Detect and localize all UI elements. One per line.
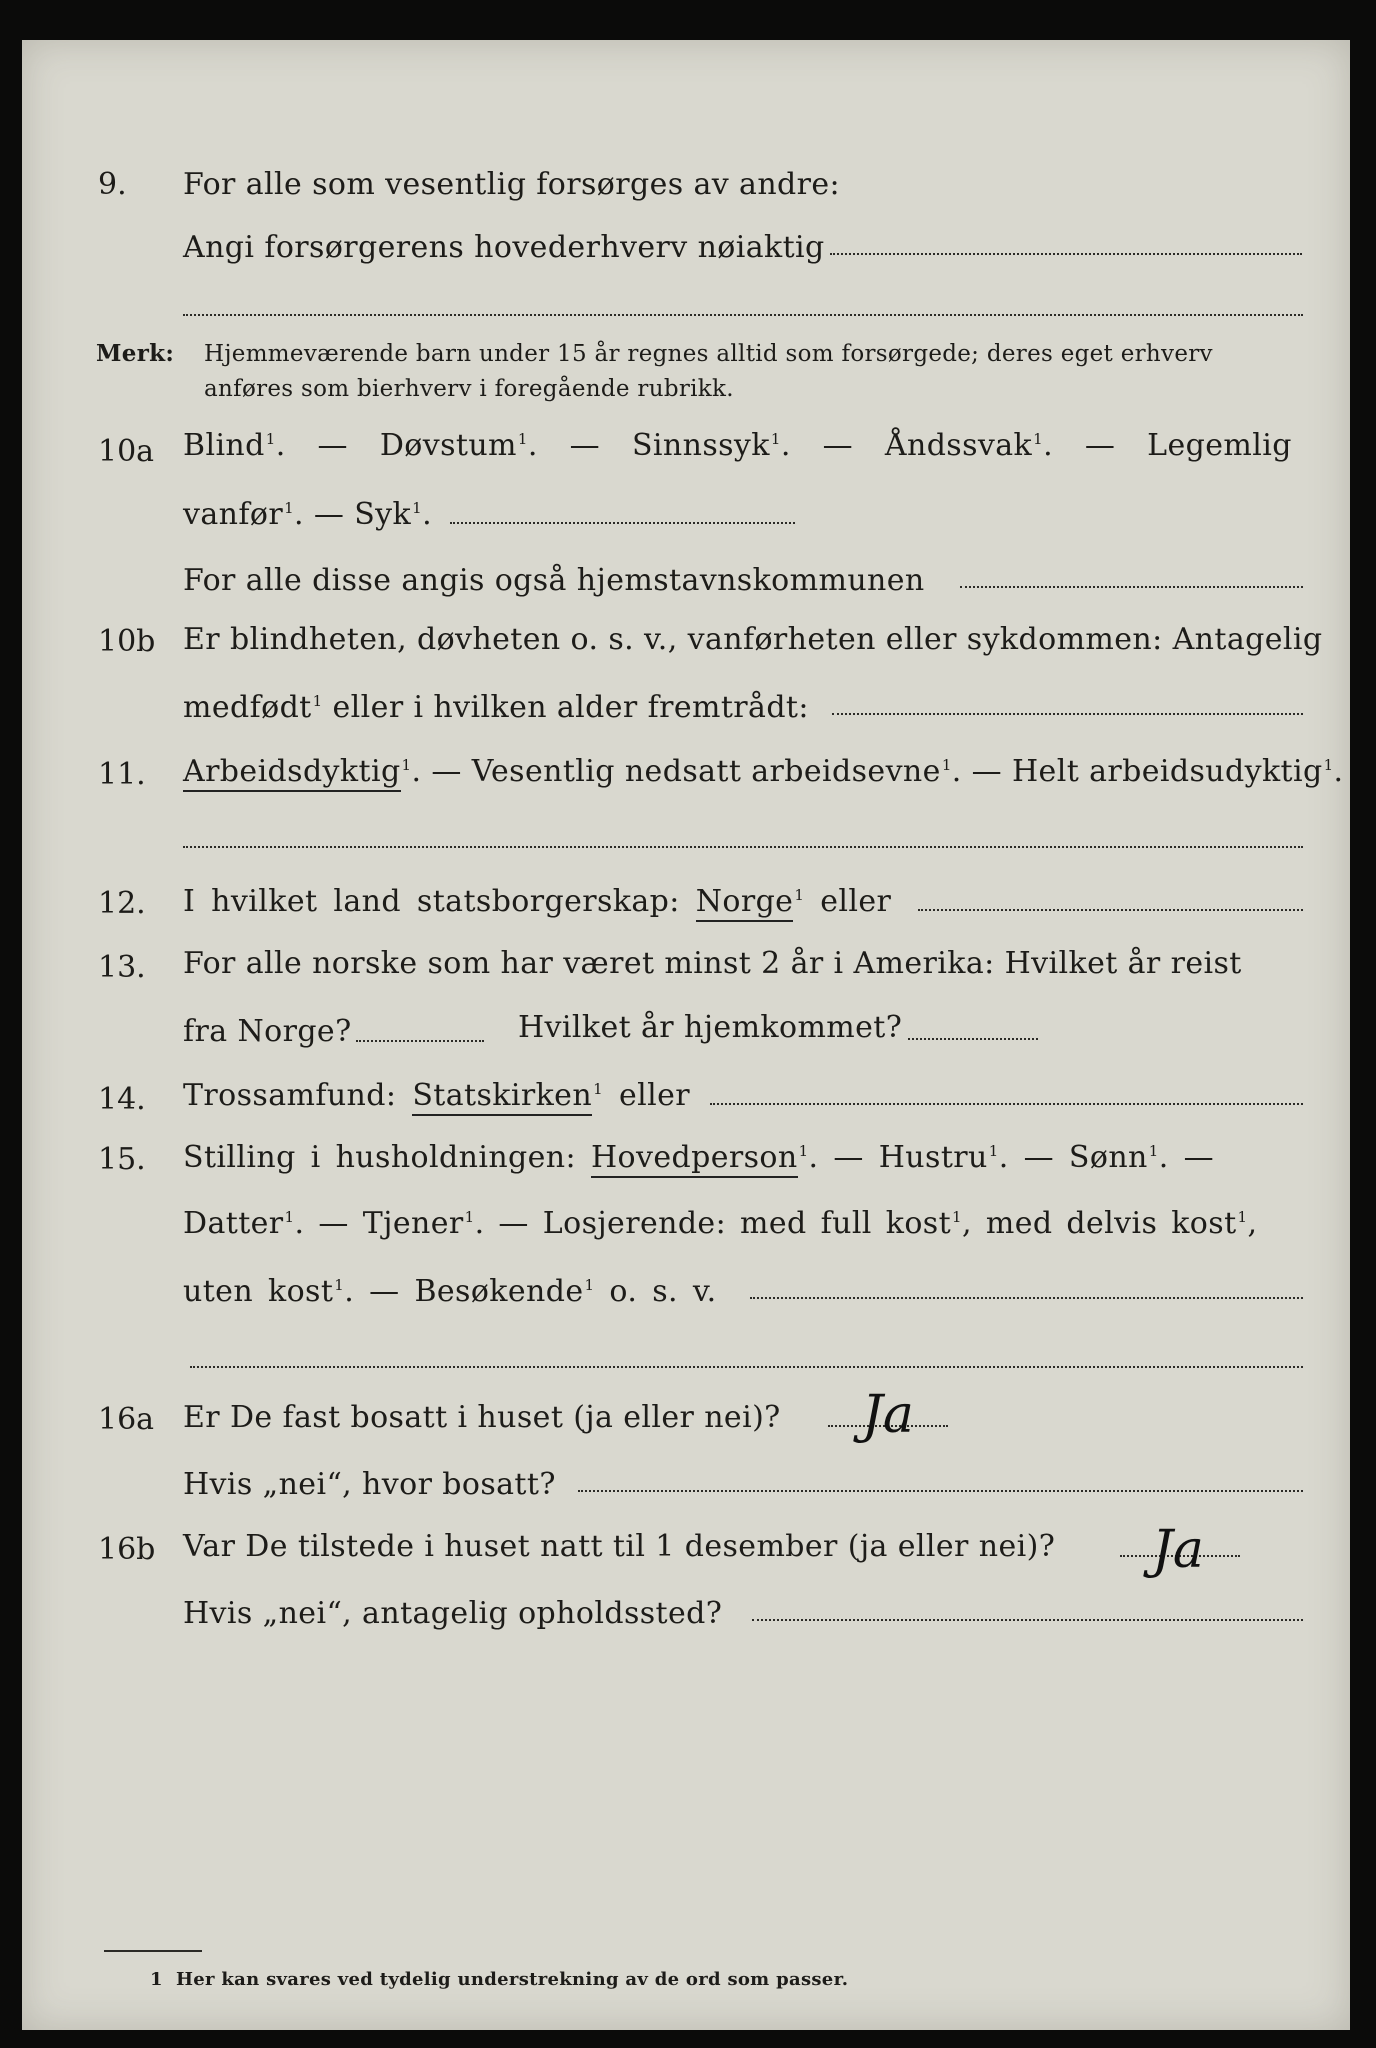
q12-number: 12. [98, 886, 146, 921]
q11-opt1[interactable]: Arbeidsdyktig [183, 754, 401, 792]
q13-hjem-line[interactable] [908, 1038, 1038, 1040]
q10a-number: 10a [98, 434, 155, 469]
footnote-rule [104, 1950, 202, 1952]
q13-fra-line[interactable] [356, 1040, 484, 1042]
q9-line1: For alle som vesentlig forsørges av andre: [183, 167, 841, 202]
q15-line3: uten kost$^1$. — Besøkende$^1$ o. s. v. [183, 1274, 717, 1309]
merk-label: Merk: [96, 340, 175, 367]
q16b-opholdssted-line[interactable] [752, 1619, 1303, 1621]
q15-uten[interactable]: uten kost [183, 1274, 334, 1309]
q10a-blind: Blind [183, 428, 265, 463]
q15-besokende[interactable]: Besøkende [414, 1274, 584, 1309]
q10a-hjemstavn-line[interactable] [960, 586, 1303, 588]
q11-number: 11. [98, 757, 146, 792]
merk-line1: Hjemmeværende barn under 15 år regnes alltid som forsørgede; deres eget erhverv [204, 341, 1213, 367]
q16b-line1: Var De tilstede i huset natt til 1 desember (ja eller nei)? [183, 1529, 1056, 1564]
q15-number: 15. [98, 1142, 146, 1177]
q10a-andssvak: Åndssvak [884, 428, 1033, 463]
q10b-number: 10b [98, 624, 156, 659]
q15-hovedperson[interactable]: Hovedperson [591, 1140, 798, 1178]
q16a-number: 16a [98, 1402, 155, 1437]
q14-line: Trossamfund: Statskirken$^1$ eller [183, 1076, 690, 1116]
q15-tjener[interactable]: Tjener [362, 1206, 464, 1241]
q10a-sinnssyk: Sinnssyk [631, 428, 770, 463]
q14-answer-line[interactable] [710, 1103, 1303, 1105]
q10b-medfodt: medfødt [183, 690, 312, 725]
q14-eller: eller [618, 1078, 690, 1113]
footnote-text: Her kan svares ved tydelig understrekning av de ord som passer. [176, 1969, 849, 1990]
q15-text: Stilling i husholdningen: [183, 1140, 577, 1175]
q15-hustru[interactable]: Hustru [878, 1140, 988, 1175]
q10a-dovstum: Døvstum [379, 428, 517, 463]
q10b-line2: medfødt$^1$ eller i hvilken alder fremtrådt: [183, 690, 809, 725]
q16b-handwritten-answer: Ja [1152, 1520, 1204, 1580]
q16b-number: 16b [98, 1532, 156, 1567]
q10a-line1: Blind$^1$. — Døvstum$^1$. — Sinnssyk$^1$. — Åndssvak$^1$. — Legemlig [183, 428, 1292, 463]
q13-line1: For alle norske som har været minst 2 år i Amerika: Hvilket år reist [183, 946, 1242, 981]
q16a-bosatt-line[interactable] [578, 1490, 1303, 1492]
q10a-legemlig: Legemlig [1147, 428, 1292, 463]
q16a-line2: Hvis „nei“, hvor bosatt? [183, 1467, 556, 1502]
q15-line2: Datter$^1$. — Tjener$^1$. — Losjerende: med full kost$^1$, med delvis kost$^1$, [183, 1206, 1258, 1241]
q14-text: Trossamfund: [183, 1078, 397, 1113]
q13-fra-label: fra Norge? [183, 1014, 352, 1049]
q10a-line2: vanfør$^1$. — Syk$^1$. [183, 497, 433, 532]
q16b-line2: Hvis „nei“, antagelig opholdssted? [183, 1596, 723, 1631]
q15-osv: o. s. v. [609, 1274, 717, 1309]
q16a-handwritten-answer: Ja [862, 1385, 914, 1445]
q15-answer-line[interactable] [750, 1297, 1303, 1299]
q10a-line3: For alle disse angis også hjemstavnskommunen [183, 563, 925, 598]
q15-line1: Stilling i husholdningen: Hovedperson$^1$. — Hustru$^1$. — Sønn$^1$. — [183, 1138, 1214, 1178]
q10a-answer-line[interactable] [450, 522, 795, 524]
q9-answer-line[interactable] [830, 253, 1302, 255]
q15-losjerende: Losjerende: [542, 1206, 727, 1241]
q13-hjem-label: Hvilket år hjemkommet? [518, 1010, 903, 1045]
q10a-syk: Syk [354, 497, 412, 532]
q15-delvis[interactable]: med delvis kost [985, 1206, 1237, 1241]
q15-full[interactable]: med full kost [740, 1206, 952, 1241]
q16a-line1: Er De fast bosatt i huset (ja eller nei)? [183, 1400, 781, 1435]
q15-datter[interactable]: Datter [183, 1206, 284, 1241]
q13-number: 13. [98, 950, 146, 985]
q9-line2: Angi forsørgerens hovederhverv nøiaktig [183, 230, 825, 265]
q12-answer-line[interactable] [918, 909, 1303, 911]
q11-opt3[interactable]: Helt arbeidsudyktig [1011, 754, 1323, 789]
q12-line: I hvilket land statsborgerskap: Norge$^1$ eller [183, 882, 891, 922]
q12-eller: eller [820, 884, 892, 919]
q9-answer-line-2[interactable] [183, 314, 1303, 316]
q10b-answer-line[interactable] [832, 713, 1303, 715]
merk-line2: anføres som bierhverv i foregående rubrikk. [204, 376, 734, 402]
q15-answer-line-2[interactable] [190, 1366, 1303, 1368]
q12-norge[interactable]: Norge [696, 884, 794, 922]
q10b-rest: eller i hvilken alder fremtrådt: [332, 690, 809, 725]
q10b-line1: Er blindheten, døvheten o. s. v., vanførheten eller sykdommen: Antagelig [183, 622, 1323, 657]
q9-number: 9. [98, 167, 127, 202]
q11-opt2[interactable]: Vesentlig nedsatt arbeidsevne [471, 754, 941, 789]
q10a-vanfor: vanfør [183, 497, 284, 532]
q11-answer-line[interactable] [183, 846, 1303, 848]
q14-statskirken[interactable]: Statskirken [412, 1078, 592, 1116]
q12-text: I hvilket land statsborgerskap: [183, 884, 680, 919]
q15-sonn[interactable]: Sønn [1068, 1140, 1148, 1175]
footnote-mark: 1 [150, 1969, 163, 1990]
q14-number: 14. [98, 1082, 146, 1117]
q11-line: Arbeidsdyktig$^1$. — Vesentlig nedsatt arbeidsevne$^1$. — Helt arbeidsudyktig$^1$. [183, 752, 1343, 792]
